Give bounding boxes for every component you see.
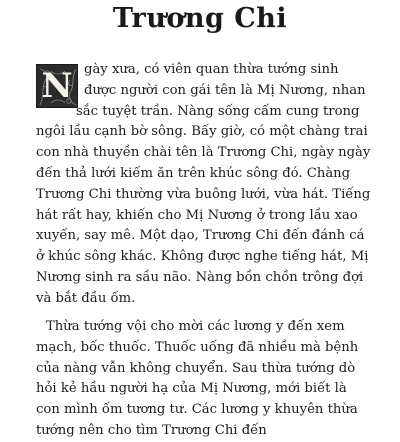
text-line: được người con gái tên là Mị Nương, nhan (84, 82, 366, 98)
text-line: con mình ốm tương tư. Các lương y khuyên thừa (36, 402, 358, 418)
paragraph-2 (36, 317, 374, 442)
text-line: xuyến, say mê. Một dạo, Trương Chi đến đánh cá (36, 228, 365, 244)
paragraph-1 (36, 60, 374, 310)
text-line: mạch, bốc thuốc. Thuốc uống đã nhiều mà bệnh (36, 339, 359, 355)
text-line: hỏi kẻ hầu người hạ của Mị Nương, mới biết là (36, 381, 347, 397)
page-title: Trương Chi (112, 3, 288, 34)
text-line: và bắt đầu ốm. (36, 290, 136, 306)
text-line: Thừa tướng vội cho mời các lương y đến xem (46, 319, 345, 335)
text-line: đến thả lưới kiếm ăn trên khúc sông đó. Chàng (36, 165, 351, 181)
text-line: con nhà thuyền chài tên là Trương Chi, ngày ngày (36, 145, 371, 161)
text-line: sắc tuyệt trần. Nàng sống cấm cung trong (76, 103, 360, 119)
text-line: Nương sinh ra sầu não. Nàng bồn chồn trông đợi (36, 269, 364, 285)
text-line: hát rất hay, khiến cho Mị Nương ở trong lầu xao (36, 207, 358, 223)
text-line: Trương Chi thường vừa buông lưới, vừa hát. Tiếng (36, 186, 371, 202)
text-line: gày xưa, có viên quan thừa tướng sinh (84, 62, 339, 77)
text-line: ở khúc sông khác. Không được nghe tiếng hát, Mị (36, 249, 369, 265)
drop-cap-letter: N (41, 66, 73, 106)
story-text (36, 60, 374, 442)
text-line: tướng nên cho tìm Trương Chi đến (36, 423, 267, 439)
text-line: của nàng vẫn không chuyển. Sau thừa tướng dò (36, 360, 356, 376)
text-line: ngôi lầu cạnh bờ sông. Bấy giờ, có một chàng trai (36, 124, 368, 140)
